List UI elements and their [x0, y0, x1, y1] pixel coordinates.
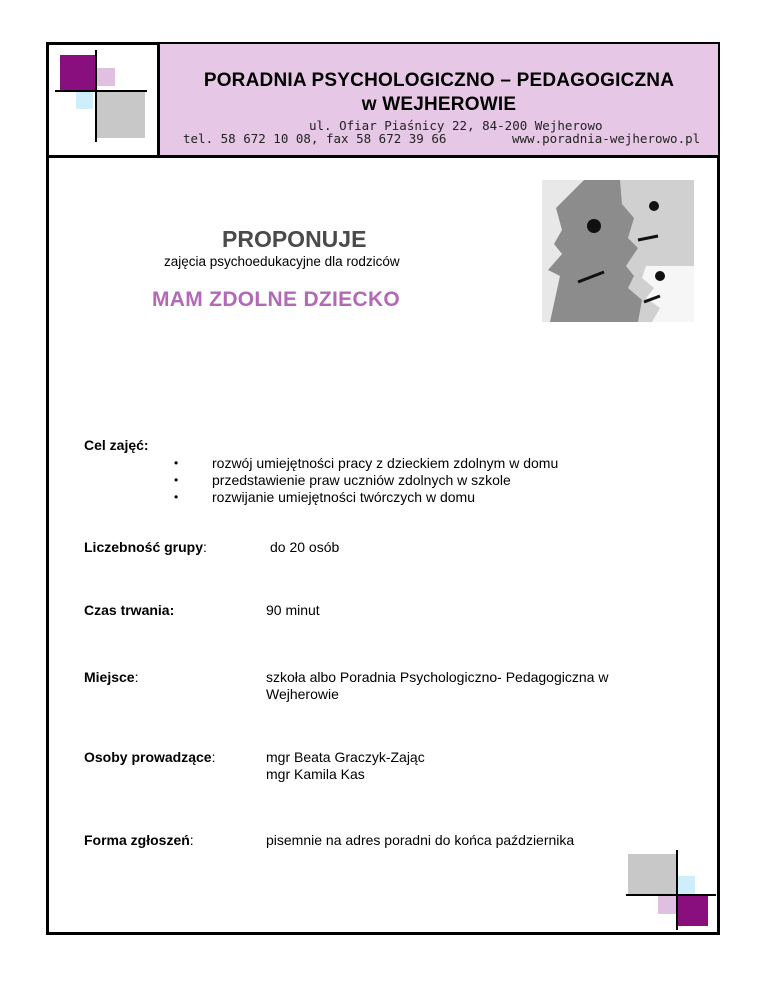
goals-list	[174, 455, 558, 506]
group-size-label: Liczebność grupy:	[84, 539, 207, 555]
leaders-value	[266, 749, 425, 783]
offer-heading: PROPONUJE	[222, 226, 367, 252]
goal-item: • rozwój umiejętności pracy z dzieckiem zdolnym w domu	[174, 455, 558, 472]
place-label: Miejsce:	[84, 669, 139, 685]
offer-subtitle: zajęcia psychoedukacyjne dla rodziców	[164, 254, 400, 269]
duration-value: 90 minut	[266, 602, 320, 618]
goal-item: • przedstawienie praw uczniów zdolnych w szkole	[174, 472, 558, 489]
squares-decoration-icon	[626, 850, 716, 932]
duration-label: Czas trwania:	[84, 602, 175, 618]
header-divider-horizontal	[48, 155, 718, 158]
course-title: MAM ZDOLNE DZIECKO	[152, 288, 401, 311]
leader-name: mgr Beata Graczyk-Zając	[266, 749, 425, 765]
goals-label: Cel zajęć:	[84, 437, 149, 453]
goal-item: • rozwijanie umiejętności twórczych w domu	[174, 489, 558, 506]
institution-city: w WEJHEROWIE	[361, 94, 517, 115]
place-value: szkoła albo Poradnia Psychologiczno- Pedagogiczna w Wejherowie	[266, 669, 609, 702]
leaders-label: Osoby prowadzące:	[84, 749, 216, 765]
institution-name: PORADNIA PSYCHOLOGICZNO – PEDAGOGICZNA	[203, 70, 675, 91]
squares-logo-icon	[55, 50, 155, 150]
institution-website: www.poradnia-wejherowo.pl	[512, 131, 701, 146]
institution-phone: tel. 58 672 10 08, fax 58 672 39 66	[183, 131, 447, 146]
leader-name: mgr Kamila Kas	[266, 766, 365, 782]
institution-address: ul. Ofiar Piaśnicy 22, 84-200 Wejherowo	[309, 118, 603, 133]
faces-illustration-icon	[542, 180, 694, 322]
group-size-value: do 20 osób	[270, 539, 340, 555]
signup-label: Forma zgłoszeń:	[84, 832, 194, 848]
signup-value: pisemnie na adres poradni do końca października	[266, 832, 575, 848]
